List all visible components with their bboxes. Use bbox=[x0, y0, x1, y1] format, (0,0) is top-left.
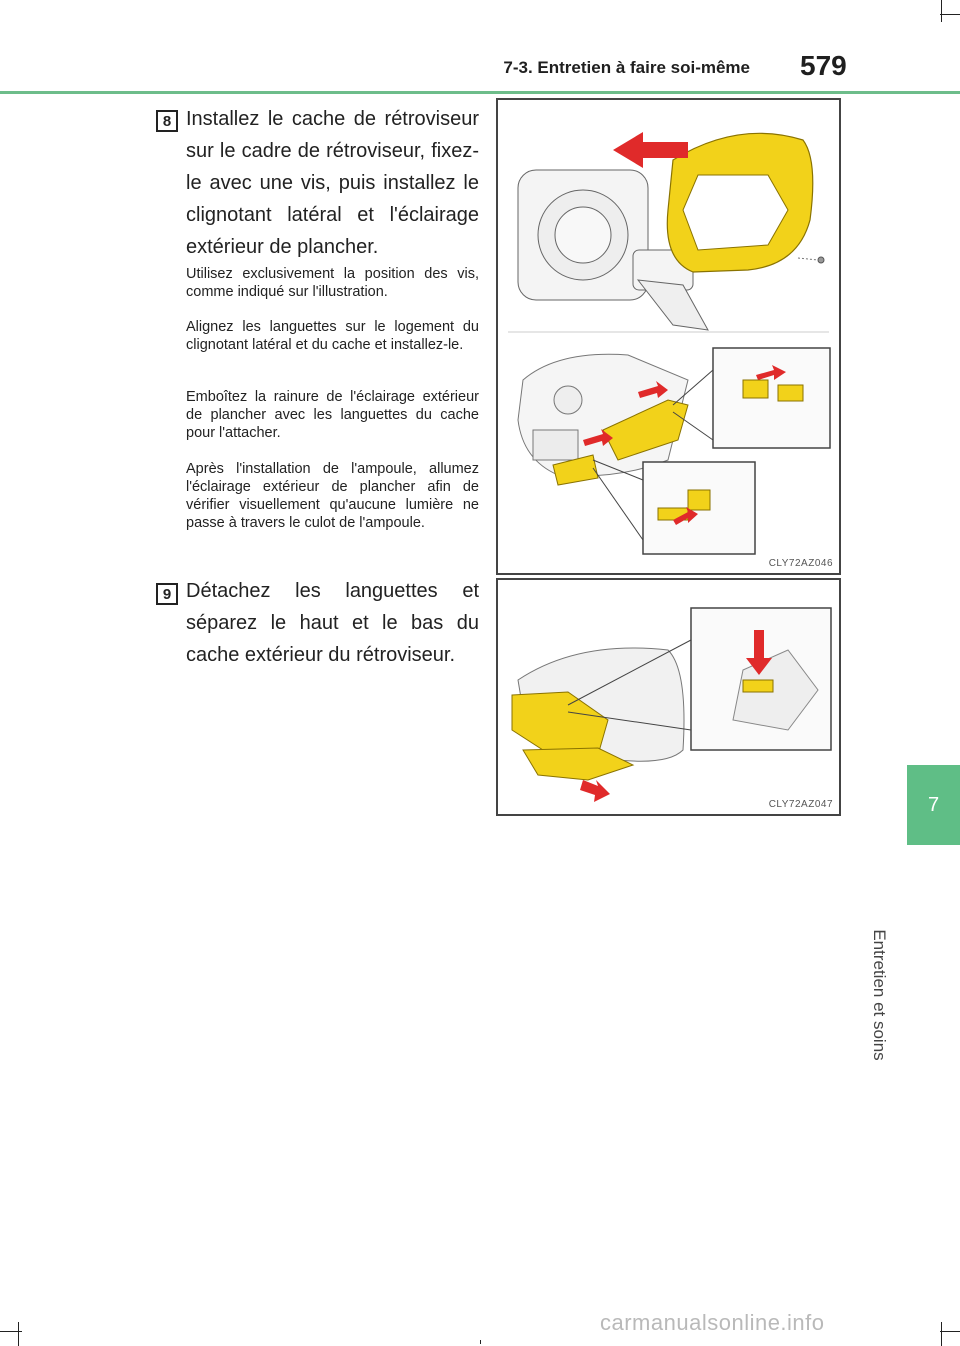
step-8-note-4: Après l'installation de l'ampoule, allumez l'éclairage extérieur de plancher afin de vérifier visuellement qu'aucune lumière ne passe à travers le culot de l'ampoule. bbox=[186, 461, 479, 531]
chapter-tab: 7 bbox=[907, 765, 960, 845]
figure-code-8: CLY72AZ046 bbox=[768, 558, 833, 569]
mirror-cover-separation-illustration bbox=[498, 580, 839, 814]
figure-step-8 bbox=[496, 98, 841, 575]
crop-mark bbox=[0, 1331, 22, 1332]
figure-step-9 bbox=[496, 578, 841, 816]
figure-code-9: CLY72AZ047 bbox=[768, 799, 833, 810]
crop-mark bbox=[18, 1322, 19, 1346]
crop-mark bbox=[480, 1340, 481, 1344]
detail-inset-1 bbox=[713, 348, 830, 448]
crop-mark bbox=[941, 1322, 942, 1346]
step-8-text: Installez le cache de rétroviseur sur le cadre de rétroviseur, fixez-le avec une vis, puis installez le clignotant latéral et l'éclairage extérieur de plancher. bbox=[186, 108, 479, 258]
step-badge-9: 9 bbox=[156, 583, 178, 605]
crop-mark bbox=[940, 14, 960, 15]
step-8-note-3: Emboîtez la rainure de l'éclairage extérieur de plancher avec les languettes du cache pour l'attacher. bbox=[186, 389, 479, 441]
chapter-side-title: Entretien et soins bbox=[870, 929, 889, 1061]
step-badge-8: 8 bbox=[156, 110, 178, 132]
crop-mark bbox=[940, 1331, 960, 1332]
header-rule bbox=[0, 91, 960, 94]
mirror-install-illustration bbox=[498, 100, 839, 573]
page-number: 579 bbox=[800, 50, 847, 81]
step-8-note-2: Alignez les languettes sur le logement du clignotant latéral et du cache et installez-le. bbox=[186, 319, 479, 353]
arrow-down-red-icon bbox=[580, 780, 610, 802]
watermark: carmanualsonline.info bbox=[600, 1310, 825, 1335]
step-9-text: Détachez les languettes et séparez le haut et le bas du cache extérieur du rétroviseur. bbox=[186, 580, 479, 666]
crop-mark bbox=[941, 0, 942, 22]
step-8-note-1: Utilisez exclusivement la position des vis, comme indiqué sur l'illustration. bbox=[186, 266, 479, 300]
screw-icon bbox=[818, 257, 824, 263]
section-title: 7-3. Entretien à faire soi-même bbox=[503, 58, 750, 77]
